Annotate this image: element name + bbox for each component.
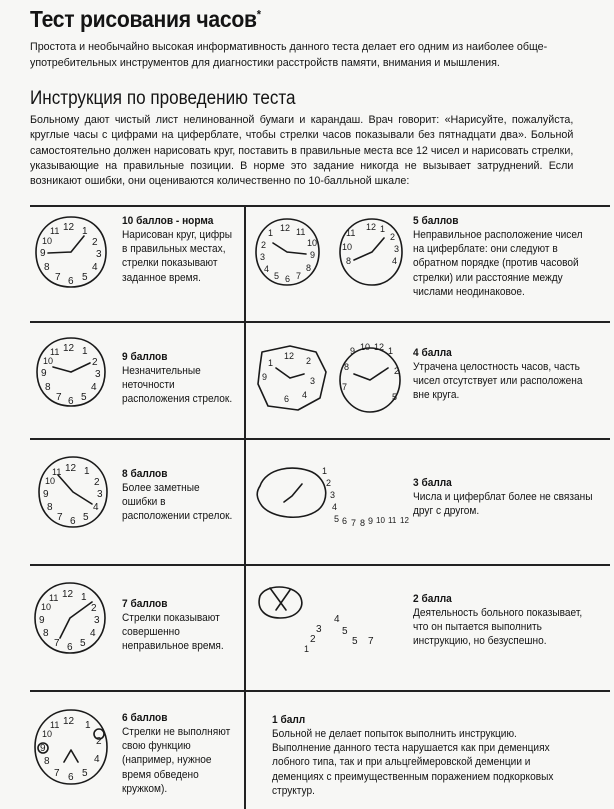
grade-1	[272, 713, 592, 798]
grid-line	[30, 690, 610, 692]
svg-text:6: 6	[284, 394, 290, 404]
svg-text:9: 9	[39, 615, 45, 626]
svg-text:5: 5	[274, 271, 280, 281]
grade-9	[122, 350, 242, 407]
grid-divider	[244, 440, 246, 564]
grade-description: Стрелки не выполняют свою функцию (например, нужное время обведено кружком).	[122, 726, 231, 795]
svg-text:12: 12	[374, 342, 385, 352]
svg-text:6: 6	[68, 772, 74, 783]
svg-text:4: 4	[334, 614, 340, 625]
svg-text:2: 2	[96, 736, 102, 747]
svg-text:12: 12	[62, 589, 74, 600]
svg-text:2: 2	[94, 477, 100, 488]
grade-description: Утрачена целостность часов, часть чисел отсутствует или расположена вне круга.	[413, 361, 583, 402]
svg-text:6: 6	[67, 642, 73, 653]
grade-score: 1 балл	[272, 714, 306, 726]
svg-text:3: 3	[260, 252, 266, 262]
clock-drawing-3	[254, 456, 409, 536]
svg-text:10: 10	[342, 242, 353, 252]
svg-text:3: 3	[96, 249, 102, 260]
svg-text:3: 3	[95, 369, 101, 380]
svg-text:3: 3	[310, 376, 316, 386]
page-title	[30, 6, 261, 33]
svg-text:8: 8	[47, 502, 53, 513]
svg-text:3: 3	[94, 615, 100, 626]
svg-text:3: 3	[316, 624, 322, 635]
svg-text:6: 6	[68, 396, 74, 407]
svg-text:2: 2	[306, 356, 312, 366]
grade-3	[413, 476, 609, 518]
instruction-paragraph: Больному дают чистый лист нелинованной бумаги и карандаш. Врач говорит: «Нарисуйте, пожалуйста, круглые часы с цифрами на циферблате, чтобы стрелки часов показывали без пятнадцати два». Больной самостоятельно должен нарисовать круг, поставить в правильные места все 12 чисел и нарисовать стрелки, указывающие на правильные позиции. В норме это задание никогда не вызывает затруднений. Если возникают ошибки, они оцениваются количественно по 10-балльной шкале:	[30, 114, 574, 188]
grade-6	[122, 711, 242, 796]
clock-drawing-9	[32, 333, 110, 411]
grade-score: 2 балла	[413, 593, 452, 605]
grade-description: Числа и циферблат более не связаны друг с другом.	[413, 491, 593, 518]
svg-text:5: 5	[82, 272, 88, 283]
svg-text:1: 1	[85, 720, 91, 731]
svg-text:9: 9	[40, 248, 46, 259]
svg-text:1: 1	[322, 466, 328, 476]
svg-text:9: 9	[41, 368, 47, 379]
svg-text:8: 8	[346, 256, 352, 266]
svg-text:9: 9	[350, 346, 356, 356]
svg-text:11: 11	[296, 227, 306, 237]
svg-text:12: 12	[284, 351, 295, 361]
grid-line	[30, 438, 610, 440]
svg-text:10: 10	[45, 476, 56, 486]
svg-text:2: 2	[326, 478, 332, 488]
grade-description: Стрелки показывают совершенно неправильное время.	[122, 612, 224, 653]
svg-text:6: 6	[68, 276, 74, 287]
svg-text:11: 11	[52, 467, 62, 477]
svg-text:5: 5	[83, 512, 89, 523]
svg-text:8: 8	[44, 262, 50, 273]
svg-text:1: 1	[380, 224, 386, 234]
grid-line	[30, 205, 610, 207]
clock-drawing-7	[30, 578, 110, 658]
svg-text:3: 3	[97, 489, 103, 500]
svg-text:1: 1	[81, 592, 87, 603]
grid-divider	[244, 323, 246, 438]
svg-text:6: 6	[342, 516, 348, 526]
svg-text:12: 12	[63, 716, 75, 727]
grade-description: Деятельность больного показывает, что он пытается выполнить инструкцию, но безуспешно.	[413, 607, 583, 648]
svg-text:8: 8	[344, 362, 350, 372]
svg-text:8: 8	[44, 756, 50, 767]
svg-text:7: 7	[56, 392, 62, 403]
svg-text:4: 4	[92, 262, 98, 273]
grade-score: 3 балла	[413, 477, 452, 489]
svg-text:12: 12	[63, 222, 75, 233]
svg-text:5: 5	[342, 626, 348, 637]
grade-8	[122, 467, 242, 524]
svg-text:1: 1	[304, 644, 310, 654]
svg-text:2: 2	[394, 366, 400, 376]
grade-score: 7 баллов	[122, 598, 168, 610]
grade-score: 4 балла	[413, 347, 452, 359]
svg-text:10: 10	[41, 602, 52, 612]
svg-text:1: 1	[388, 346, 394, 356]
grade-score: 9 баллов	[122, 351, 168, 363]
svg-text:1: 1	[268, 358, 274, 368]
svg-text:9: 9	[43, 489, 49, 500]
svg-text:10: 10	[43, 356, 54, 366]
grade-score: 8 баллов	[122, 468, 168, 480]
svg-text:11: 11	[49, 593, 59, 603]
grade-score: 6 баллов	[122, 712, 168, 724]
svg-text:8: 8	[306, 263, 312, 273]
svg-text:12: 12	[63, 343, 75, 354]
svg-text:3: 3	[394, 244, 400, 254]
grid-divider	[244, 207, 246, 321]
svg-text:1: 1	[82, 226, 88, 237]
svg-text:10: 10	[360, 342, 371, 352]
svg-text:11: 11	[346, 228, 356, 238]
svg-text:5: 5	[82, 768, 88, 779]
svg-text:4: 4	[93, 502, 99, 513]
grid-line	[30, 564, 610, 566]
svg-text:5: 5	[392, 392, 398, 402]
svg-text:7: 7	[54, 768, 60, 779]
svg-text:8: 8	[45, 382, 51, 393]
svg-text:7: 7	[351, 518, 357, 528]
grid-divider	[244, 566, 246, 690]
svg-text:10: 10	[42, 236, 53, 246]
svg-text:1: 1	[82, 346, 88, 357]
svg-text:2: 2	[390, 232, 396, 242]
clock-drawing-6	[30, 704, 112, 790]
svg-text:2: 2	[261, 240, 267, 250]
grade-description: Более заметные ошибки в расположении стрелок.	[122, 482, 233, 523]
svg-text:2: 2	[92, 357, 98, 368]
clock-drawing-5	[254, 216, 404, 288]
clock-drawing-2	[256, 580, 386, 660]
svg-text:12: 12	[400, 516, 409, 525]
svg-text:7: 7	[296, 271, 302, 281]
svg-text:1: 1	[268, 228, 274, 238]
svg-text:2: 2	[92, 237, 98, 248]
svg-text:4: 4	[91, 382, 97, 393]
svg-text:10: 10	[307, 238, 318, 248]
svg-text:6: 6	[285, 274, 291, 284]
grade-score: 10 баллов - норма	[122, 215, 214, 227]
title-footnote-mark: *	[256, 7, 261, 22]
grid-divider	[244, 692, 246, 809]
svg-text:9: 9	[310, 250, 316, 260]
svg-text:9: 9	[368, 516, 374, 526]
svg-text:4: 4	[94, 754, 100, 765]
svg-text:3: 3	[330, 490, 336, 500]
svg-text:12: 12	[366, 222, 377, 232]
grade-description: Больной не делает попыток выполнить инструкцию. Выполнение данного теста нарушается как при деменциях лобного типа, так и при альцгеймеровской деменции и деменциях с преимущественным поражением подкорковых структур.	[272, 728, 554, 797]
svg-text:10: 10	[376, 516, 385, 525]
svg-text:8: 8	[43, 628, 49, 639]
svg-text:2: 2	[310, 634, 316, 645]
svg-text:4: 4	[90, 628, 96, 639]
svg-text:10: 10	[42, 729, 53, 739]
svg-text:4: 4	[392, 256, 398, 266]
svg-text:12: 12	[65, 463, 77, 474]
grid-line	[30, 321, 610, 323]
clock-drawing-8	[34, 452, 112, 532]
intro-paragraph: Простота и необычайно высокая информативность данного теста делает его одним из наиболее обще-употребительных инструментов для диагностики расстройств памяти, внимания и мышления.	[30, 41, 548, 69]
svg-text:1: 1	[84, 466, 90, 477]
svg-text:11: 11	[50, 347, 60, 357]
grade-score: 5 баллов	[413, 215, 459, 227]
svg-text:8: 8	[360, 518, 366, 528]
svg-text:2: 2	[91, 603, 97, 614]
grade-description: Незначительные неточности расположения стрелок.	[122, 365, 233, 406]
clock-drawing-4	[254, 340, 404, 415]
svg-text:4: 4	[302, 390, 308, 400]
grade-10	[122, 214, 242, 285]
svg-text:4: 4	[332, 502, 338, 512]
grade-description: Неправильное расположение чисел на циферблате: они следуют в обратном порядке (против часовой стрелки) или расстояние между числами неодинаковое.	[413, 229, 583, 298]
svg-text:7: 7	[54, 638, 60, 649]
svg-text:9: 9	[262, 372, 268, 382]
grade-4	[413, 346, 609, 403]
svg-text:11: 11	[50, 226, 60, 236]
svg-text:7: 7	[57, 512, 63, 523]
svg-text:11: 11	[388, 516, 397, 525]
svg-text:5: 5	[352, 636, 358, 647]
svg-text:12: 12	[280, 223, 291, 233]
svg-text:9: 9	[40, 743, 46, 754]
svg-text:4: 4	[264, 264, 270, 274]
svg-text:11: 11	[50, 720, 60, 730]
grade-description: Нарисован круг, цифры в правильных местах, стрелки показывают заданное время.	[122, 229, 233, 284]
svg-text:7: 7	[55, 272, 61, 283]
grade-5	[413, 214, 609, 299]
clock-drawing-10	[32, 213, 110, 291]
svg-text:7: 7	[342, 382, 348, 392]
grade-2	[413, 592, 609, 649]
title-text: Тест рисования часов	[30, 6, 257, 32]
svg-text:6: 6	[70, 516, 76, 527]
svg-text:5: 5	[334, 514, 340, 524]
grade-7	[122, 597, 242, 654]
svg-text:5: 5	[80, 638, 86, 649]
svg-text:5: 5	[81, 392, 87, 403]
instruction-heading: Инструкция по проведению теста	[30, 88, 296, 109]
svg-text:7: 7	[368, 636, 374, 647]
